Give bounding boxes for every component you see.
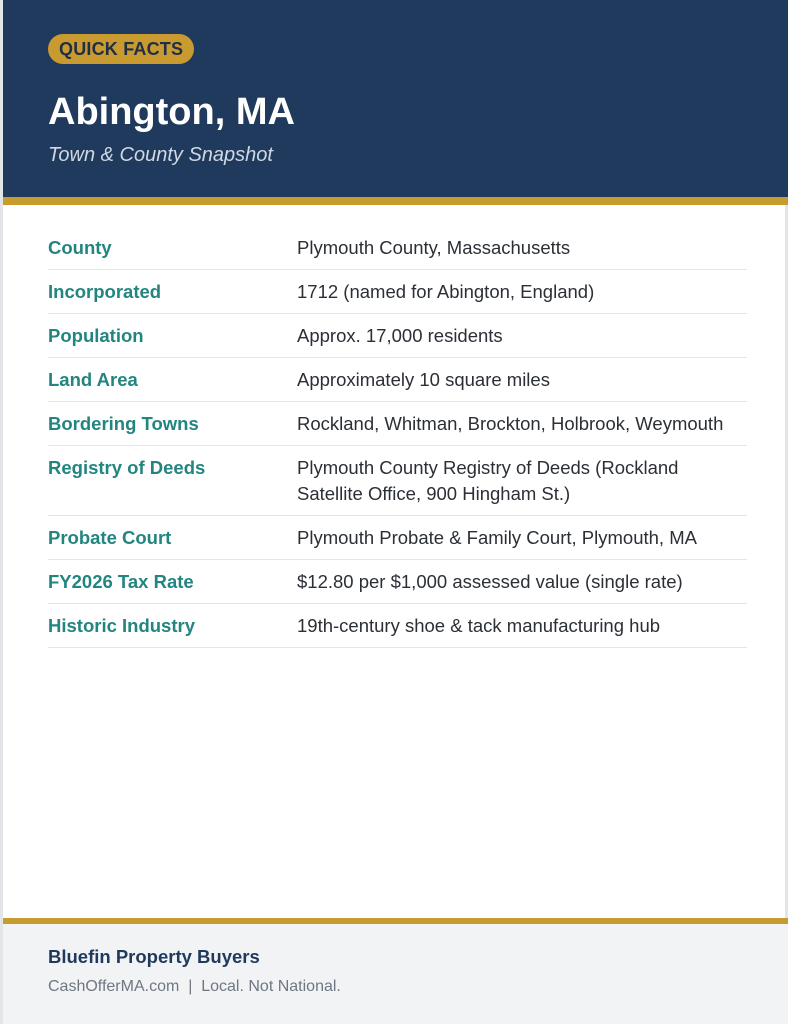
facts-table [48,226,747,648]
header-divider [3,197,788,205]
footer-separator: | [188,978,193,995]
fact-value: 19th-century shoe & tack manufacturing hub [297,615,661,636]
header-banner [3,0,788,197]
fact-label: Incorporated [48,281,162,302]
fact-row-tax-rate [48,560,747,604]
fact-row-land-area [48,358,747,402]
fact-value: Approximately 10 square miles [297,369,550,390]
fact-row-incorporated [48,270,747,314]
fact-value: Plymouth County, Massachusetts [297,237,571,258]
fact-label: Population [48,325,144,346]
footer-brand: Bluefin Property Buyers [48,946,260,967]
page-title: Abington, MA [48,91,295,133]
fact-label: Land Area [48,369,138,390]
page-subtitle: Town & County Snapshot [48,144,273,166]
footer [3,924,788,1024]
fact-row-historic-industry [48,604,747,648]
footer-website: CashOfferMA.com [48,978,180,995]
fact-value: 1712 (named for Abington, England) [297,281,595,302]
fact-label: Registry of Deeds [48,457,206,478]
fact-row-probate-court [48,516,747,560]
fact-row-county [48,226,747,270]
fact-label: FY2026 Tax Rate [48,571,194,592]
fact-value: Rockland, Whitman, Brockton, Holbrook, Weymouth [297,413,724,434]
fact-row-registry-of-deeds [48,446,747,516]
fact-label: County [48,237,112,258]
fact-value: Approx. 17,000 residents [297,325,503,346]
fact-value: Plymouth County Registry of Deeds (Rockland Satellite Office, 900 Hingham St.) [297,457,679,504]
footer-contact-line [48,975,341,999]
fact-row-population [48,314,747,358]
footer-tagline: Local. Not National. [201,978,341,995]
fact-value: Plymouth Probate & Family Court, Plymouth, MA [297,527,697,548]
fact-row-bordering-towns [48,402,747,446]
fact-value: $12.80 per $1,000 assessed value (single rate) [297,571,683,592]
quick-facts-badge: QUICK FACTS [48,34,194,64]
fact-label: Bordering Towns [48,413,199,434]
fact-label: Probate Court [48,527,172,548]
fact-label: Historic Industry [48,615,195,636]
